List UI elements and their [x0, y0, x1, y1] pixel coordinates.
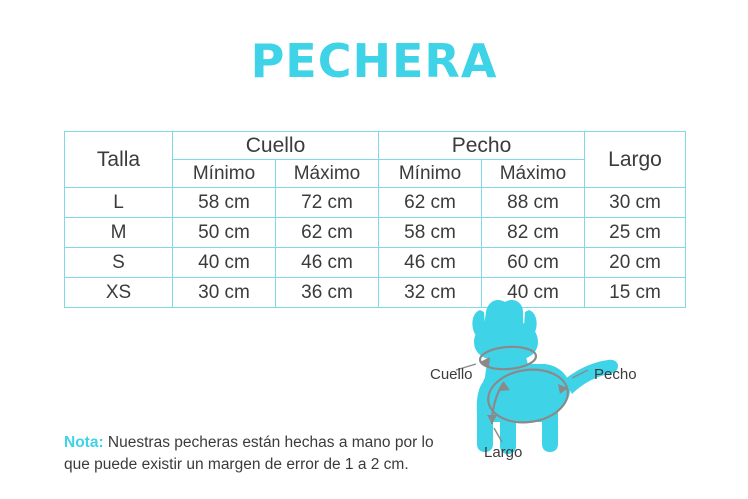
cell-pecho-min: 46 cm: [379, 248, 482, 278]
cell-pecho-min: 32 cm: [379, 278, 482, 308]
table-header-row-group: [65, 132, 686, 160]
cell-cuello-max: 36 cm: [276, 278, 379, 308]
table-body: [65, 188, 686, 308]
cell-cuello-min: 30 cm: [173, 278, 276, 308]
header-cuello: Cuello: [173, 132, 379, 160]
cell-pecho-max: 82 cm: [482, 218, 585, 248]
table-row: [65, 188, 686, 218]
header-pecho-minimo: Mínimo: [379, 160, 482, 188]
header-cuello-maximo: Máximo: [276, 160, 379, 188]
cell-largo: 25 cm: [585, 218, 686, 248]
cell-pecho-min: 58 cm: [379, 218, 482, 248]
cell-largo: 15 cm: [585, 278, 686, 308]
cell-cuello-max: 72 cm: [276, 188, 379, 218]
cell-cuello-max: 62 cm: [276, 218, 379, 248]
cell-pecho-max: 88 cm: [482, 188, 585, 218]
header-talla: Talla: [65, 132, 173, 188]
table-row: [65, 218, 686, 248]
cell-talla: L: [65, 188, 173, 218]
table-header: [65, 132, 686, 188]
label-largo: Largo: [484, 444, 523, 461]
note-label: Nota:: [64, 434, 104, 451]
cell-cuello-max: 46 cm: [276, 248, 379, 278]
cell-talla: M: [65, 218, 173, 248]
cell-pecho-min: 62 cm: [379, 188, 482, 218]
cell-talla: XS: [65, 278, 173, 308]
note-text: [64, 432, 434, 477]
measurement-diagram: [430, 296, 748, 476]
page-title: PECHERA: [250, 34, 498, 88]
header-cuello-minimo: Mínimo: [173, 160, 276, 188]
cell-pecho-max: 60 cm: [482, 248, 585, 278]
table-row: [65, 248, 686, 278]
note-body: Nuestras pecheras están hechas a mano por lo que puede existir un margen de error de 1 a 2 cm.: [64, 434, 434, 474]
cell-pecho-max: 40 cm: [482, 278, 585, 308]
cell-cuello-min: 50 cm: [173, 218, 276, 248]
header-pecho: Pecho: [379, 132, 585, 160]
cell-cuello-min: 58 cm: [173, 188, 276, 218]
cell-cuello-min: 40 cm: [173, 248, 276, 278]
label-pecho: Pecho: [594, 366, 637, 383]
cell-largo: 20 cm: [585, 248, 686, 278]
cell-largo: 30 cm: [585, 188, 686, 218]
cell-talla: S: [65, 248, 173, 278]
dog-silhouette-icon: [430, 296, 748, 476]
size-table: [64, 131, 686, 308]
label-cuello: Cuello: [430, 366, 473, 383]
header-largo: Largo: [585, 132, 686, 188]
header-pecho-maximo: Máximo: [482, 160, 585, 188]
